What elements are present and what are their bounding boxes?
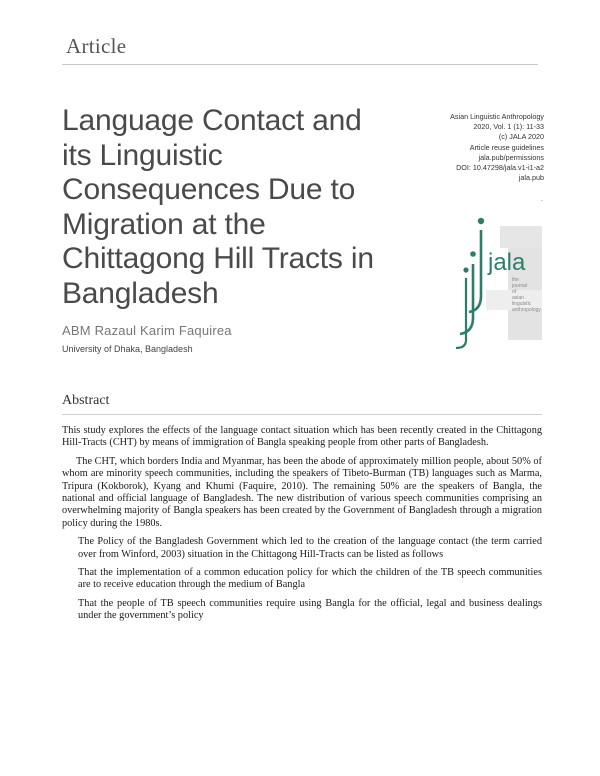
abstract-paragraph: The CHT, which borders India and Myanmar, has been the abode of approximately million people, about 50% of whom are minority speech communities, including the speakers of Tibeto-Burman (TB) languages such as Marma, Tripura (Kokborok), Kyang and Khumi (Faquire, 2010). The remaining 50% are the speakers of Bangla, the national and official language of Bangladesh. The new distribution of various speech communities comprising an overwhelming majority of Bangla speakers has been created by the Government of Bangladesh through a migration policy during the 1980s. (62, 455, 542, 529)
logo-stroke (469, 230, 481, 312)
logo-dot (478, 218, 484, 224)
policy-item: That the people of TB speech communities require using Bangla for the official, legal and business dealings under the government’s policy (78, 597, 542, 622)
title-line: Consequences Due to (62, 173, 356, 206)
journal-name: Asian Linguistic Anthropology (450, 112, 544, 121)
logo-subtitle: anthropology (512, 307, 541, 313)
article-type-label: Article (66, 34, 127, 58)
doi[interactable]: DOI: 10.47298/jala.v1-i1-a2 (456, 163, 544, 173)
abstract-body (62, 425, 542, 629)
title-line: Chittagong Hill Tracts in (62, 242, 374, 275)
policy-item: That the implementation of a common education policy for which the children of the TB speech communities are to receive education through the medium of Bangla (78, 567, 542, 591)
title-line: Language Contact and (62, 104, 362, 137)
abstract-heading: Abstract (62, 393, 110, 408)
logo-stroke (456, 278, 466, 348)
abstract-paragraph: This study explores the effects of the language contact situation which has been recently created in the Chittagong Hill-Tracts (CHT) by means of immigration of Bangla speaking people from other parts of Bangladesh. (62, 425, 542, 449)
logo-dot (463, 267, 468, 272)
abstract-divider (62, 414, 542, 415)
article-title (62, 104, 412, 311)
author-name: ABM Razaul Karim Faquirea (62, 323, 232, 338)
logo-wordmark: jala (488, 249, 526, 276)
title-line: Bangladesh (62, 276, 219, 310)
logo-bar-top (500, 226, 542, 248)
permissions-link[interactable]: jala.pub/permissions (478, 152, 544, 162)
journal-metadata (384, 112, 544, 183)
logo-subtitle: of (512, 289, 517, 295)
reuse-guidelines: Article reuse guidelines (469, 142, 544, 152)
title-line: Migration at the (62, 207, 266, 241)
logo-subtitle: linguistic (512, 301, 532, 307)
jala-logo (446, 214, 546, 350)
site-link[interactable]: jala.pub (518, 173, 544, 183)
author-affiliation: University of Dhaka, Bangladesh (62, 344, 193, 354)
copyright-notice: (c) JALA 2020 (498, 132, 544, 142)
header-divider (62, 64, 538, 65)
logo-subtitle: asian (512, 295, 524, 301)
logo-subtitle: the (512, 277, 519, 283)
policy-paragraph: The Policy of the Bangladesh Government which led to the creation of the language contact (the term carried over from Winford, 2003) situation in the Chittagong Hill-Tracts can be listed as follows (78, 536, 542, 560)
logo-subtitle: journal (512, 283, 528, 289)
meta-dot: . (540, 194, 543, 203)
title-line: its Linguistic (62, 138, 223, 172)
logo-dot (470, 251, 476, 257)
journal-volume: 2020, Vol. 1 (1): 11-33 (473, 122, 544, 132)
jala-logo-graphic (446, 214, 546, 350)
